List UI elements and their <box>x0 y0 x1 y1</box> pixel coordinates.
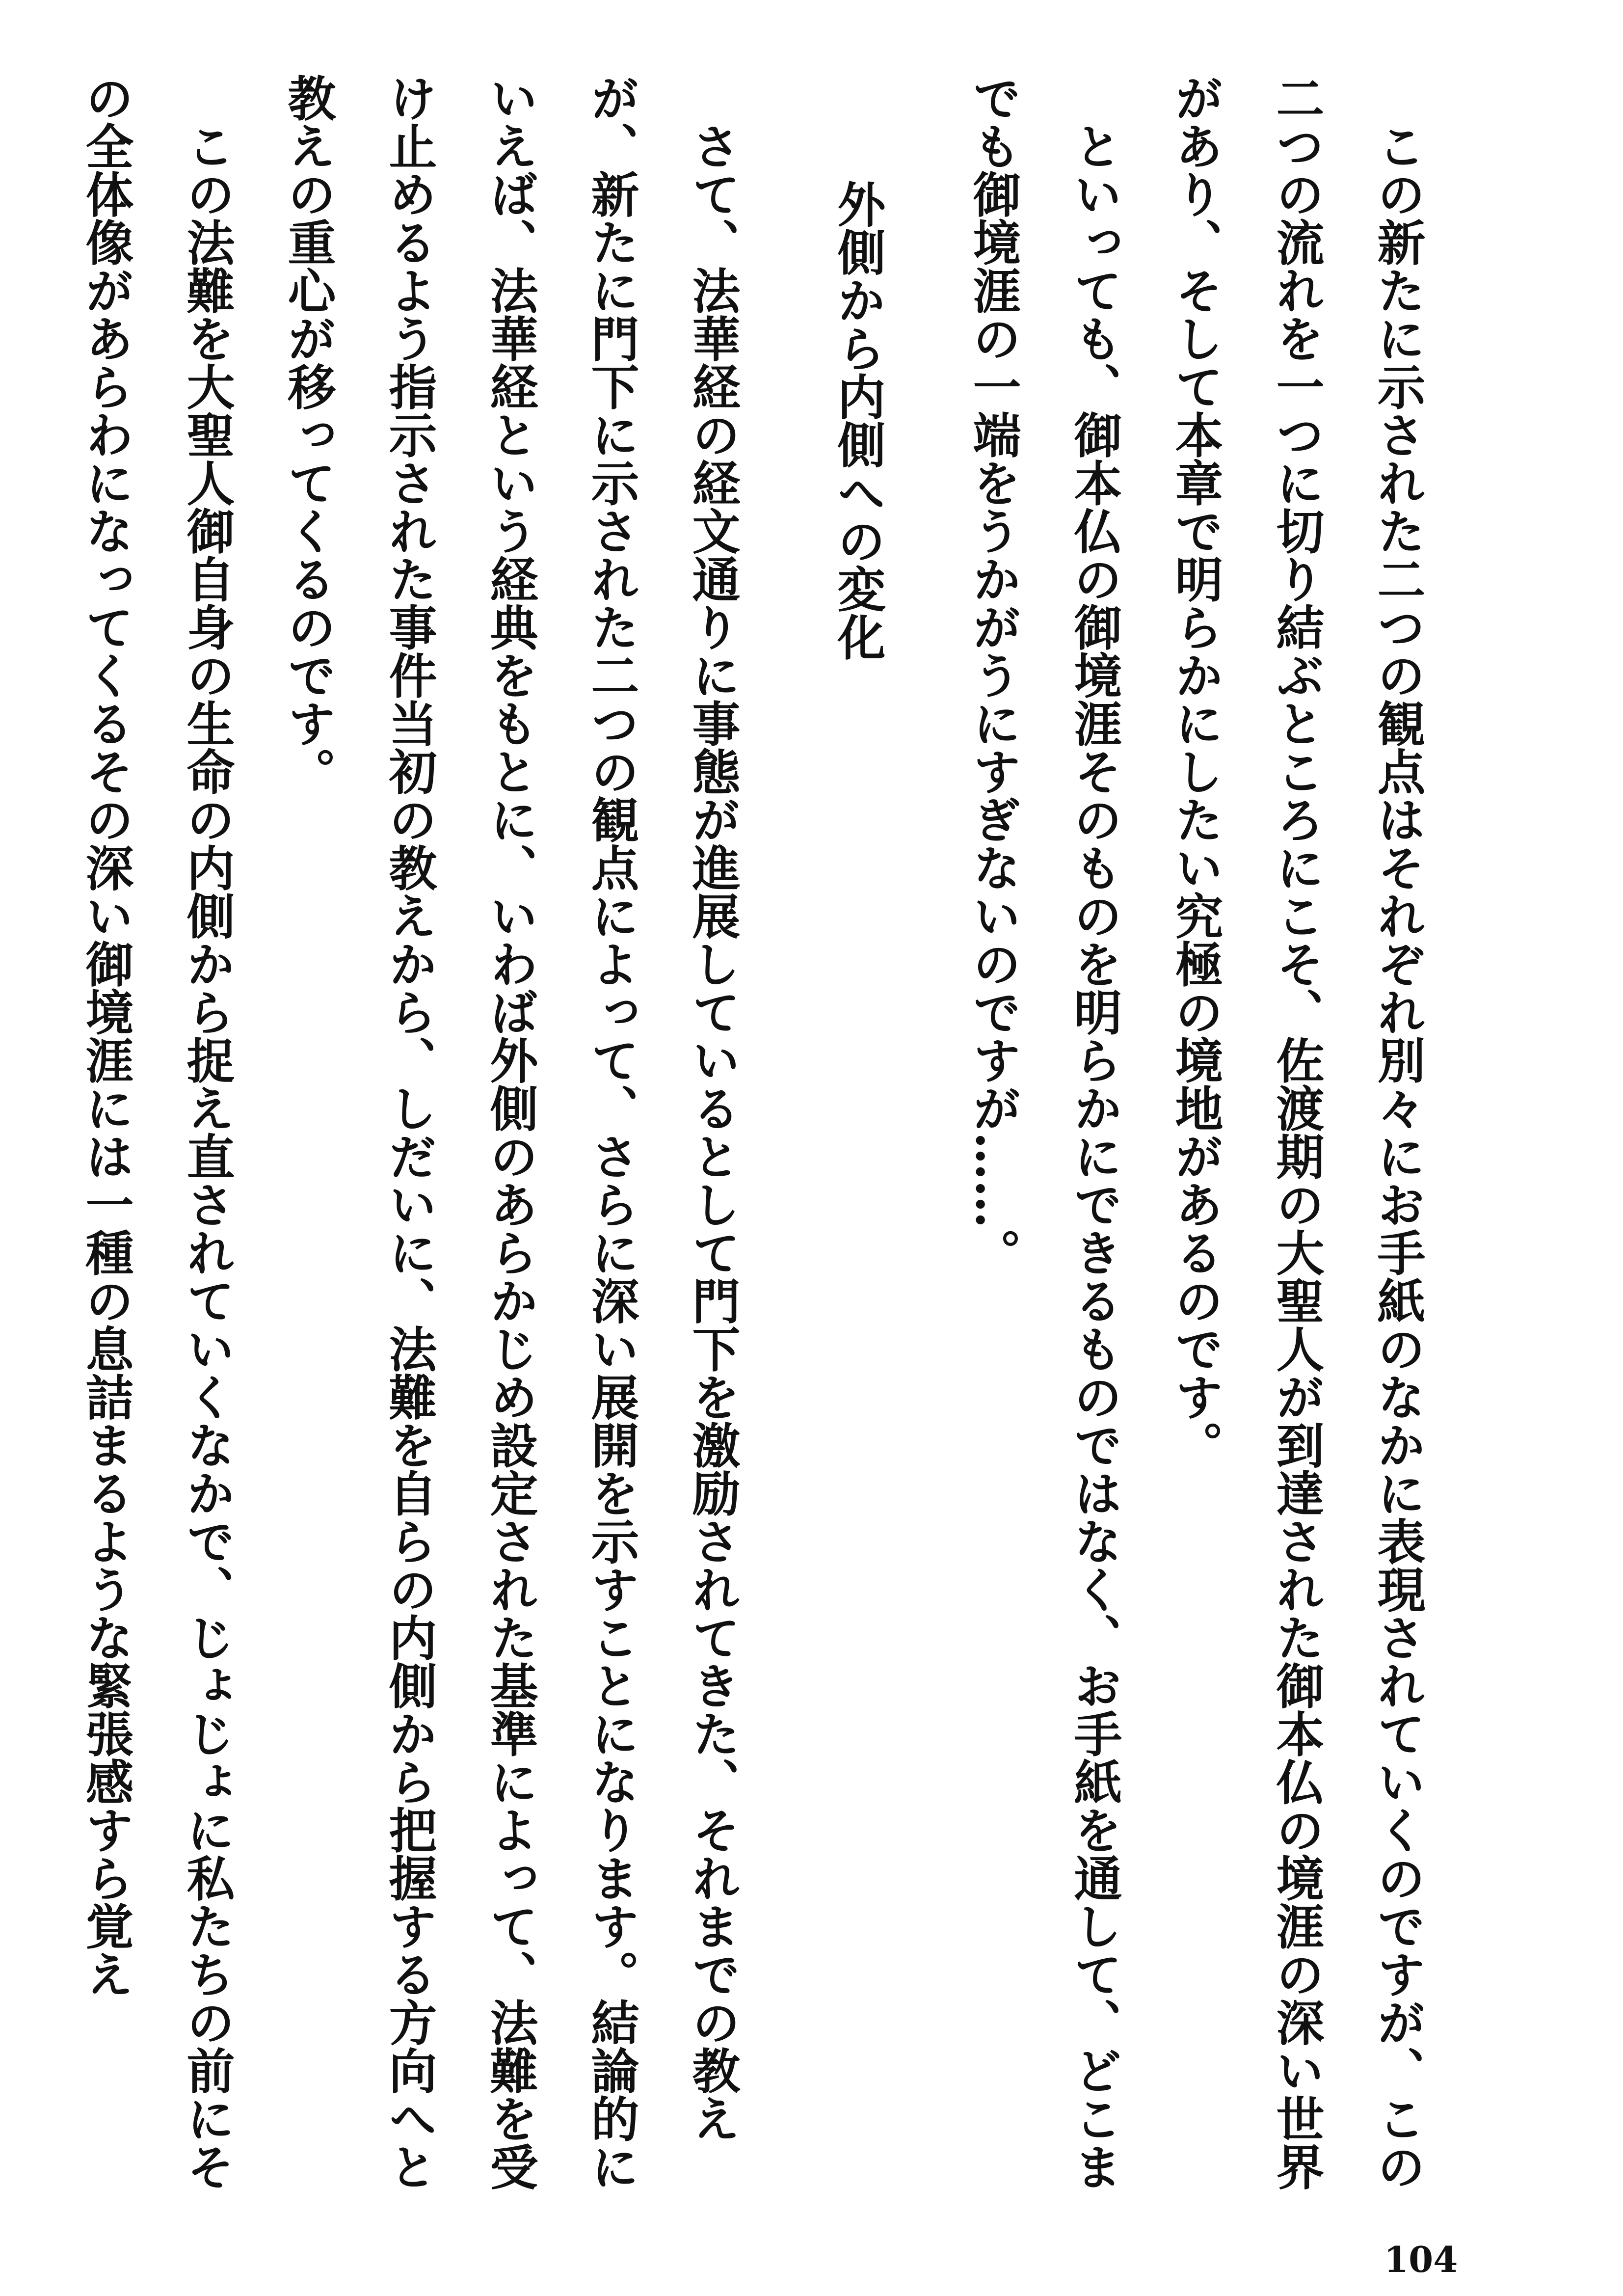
paragraph-2: といっても、御本仏の御境涯そのものを明らかにできるものではなく、お手紙を通して、どこまでも御境涯の一端をうかがうにすぎないのですが……。 <box>965 74 1122 2190</box>
paragraph-3: さて、法華経の経文通りに事態が進展しているとして門下を激励されてきた、それまでの教えが、新たに門下に示された二つの観点によって、さらに深い展開を示すことになります。結論的にいえば、法華経という経典をもとに、いわば外側のあらかじめ設定された基準によって、法難を受け止めるよう指示された事件当初の教えから、しだいに、法難を自らの内側から把握する方向へと教えの重心が移ってくるのです。 <box>280 74 741 2190</box>
page-number: 104 <box>1384 2239 1458 2280</box>
section-heading: 外側から内側への変化 <box>829 179 885 661</box>
paragraph-1: この新たに示された二つの観点はそれぞれ別々にお手紙のなかに表現されていくのですが、この二つの流れを一つに切り結ぶところにこそ、佐渡期の大聖人が到達された御本仏の境涯の深い世界があり、そして本章で明らかにしたい究極の境地があるのです。 <box>1167 74 1426 2190</box>
vertical-text-body <box>78 74 1448 2204</box>
paragraph-4: この法難を大聖人御自身の生命の内側から捉え直されていくなかで、じょじょに私たちの前にその全体像があらわになってくるその深い御境涯には一種の息詰まるような緊張感すら覚え <box>78 74 235 2190</box>
